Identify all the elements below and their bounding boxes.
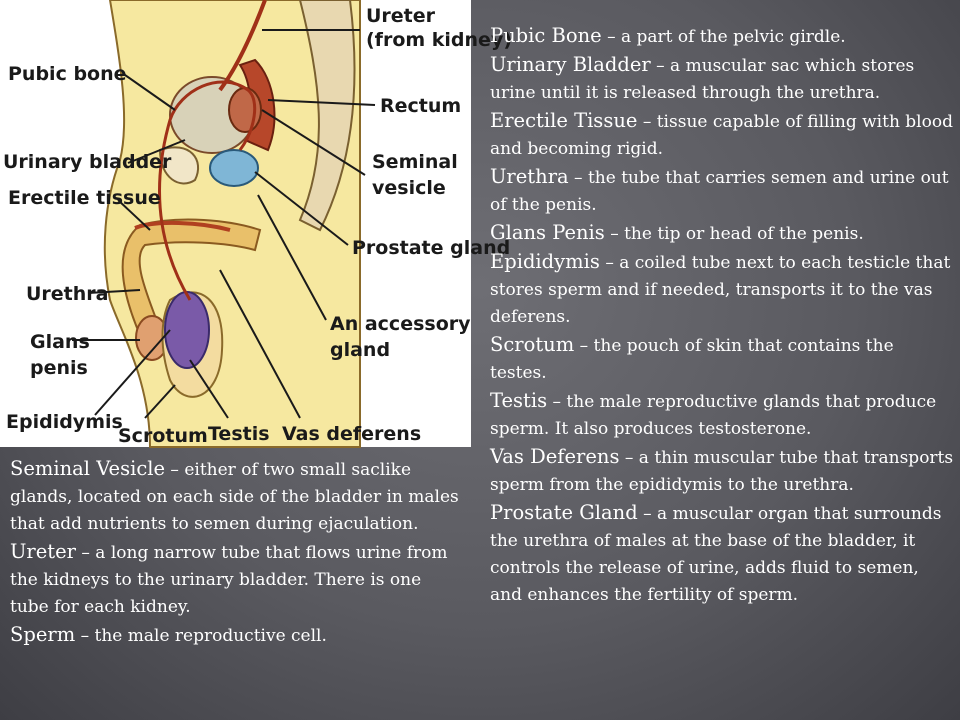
- label-scrotum: Scrotum: [118, 425, 208, 447]
- label-vas-deferens: Vas deferens: [282, 423, 422, 445]
- term: Erectile Tissue: [490, 109, 638, 132]
- definitions-right: [490, 22, 954, 609]
- definition-ureter: [10, 538, 465, 621]
- definition-text: – a part of the pelvic girdle.: [601, 27, 846, 47]
- term: Epididymis: [490, 250, 600, 273]
- label-testis: Testis: [208, 423, 270, 445]
- term: Seminal Vesicle: [10, 457, 166, 480]
- definition-scrotum: [490, 331, 954, 387]
- definition-prostate-gland: [490, 499, 954, 609]
- anatomy-diagram: [0, 0, 513, 447]
- definition-text: – either of two small saclike glands, located on each side of the bladder in males that add nutrients to semen during ejaculation.: [10, 460, 459, 534]
- anatomy-illustration: [0, 0, 513, 447]
- definition-sperm: [10, 621, 465, 650]
- testis-shape: [165, 292, 209, 368]
- definitions-left: [10, 455, 465, 650]
- label-urinary-bladder: Urinary bladder: [3, 151, 172, 173]
- label-prostate-gland: Prostate gland: [352, 237, 511, 259]
- term: Prostate Gland: [490, 501, 638, 524]
- definition-text: – the male reproductive cell.: [75, 626, 327, 646]
- label-rectum: Rectum: [380, 95, 462, 117]
- label-accessory-1: An accessory: [330, 313, 471, 335]
- definition-text: – a coiled tube next to each testicle that stores sperm and if needed, transports it to the vas deferens.: [490, 253, 951, 327]
- label-seminal-1: Seminal: [372, 151, 458, 173]
- definition-vas-deferens: [490, 443, 954, 499]
- definition-urethra: [490, 163, 954, 219]
- definition-epididymis: [490, 248, 954, 331]
- label-seminal-2: vesicle: [372, 177, 446, 199]
- prostate-shape: [210, 150, 258, 186]
- definition-text: – a long narrow tube that flows urine from the kidneys to the urinary bladder. There is one tube for each kidney.: [10, 543, 448, 617]
- definition-text: – a thin muscular tube that transports sperm from the epididymis to the urethra.: [490, 448, 954, 495]
- label-glans-2: penis: [30, 357, 88, 379]
- definition-glans-penis: [490, 219, 954, 248]
- term: Ureter: [10, 540, 76, 563]
- definition-seminal-vesicle: [10, 455, 465, 538]
- label-ureter-1: Ureter: [366, 5, 436, 27]
- label-ureter-2: (from kidney): [366, 29, 513, 51]
- term: Vas Deferens: [490, 445, 620, 468]
- definition-text: – the male reproductive glands that produce sperm. It also produces testosterone.: [490, 392, 937, 439]
- definition-text: – a muscular organ that surrounds the urethra of males at the base of the bladder, it controls the release of urine, adds fluid to semen, and enhances the fertility of sperm.: [490, 504, 942, 605]
- definition-urinary-bladder: [490, 51, 954, 107]
- term: Pubic Bone: [490, 24, 602, 47]
- term: Urinary Bladder: [490, 53, 651, 76]
- definition-text: – tissue capable of filling with blood and becoming rigid.: [490, 112, 953, 159]
- definition-testis: [490, 387, 954, 443]
- definition-text: – the tip or head of the penis.: [604, 224, 864, 244]
- definition-text: – the pouch of skin that contains the testes.: [490, 336, 894, 383]
- term: Scrotum: [490, 333, 575, 356]
- label-pubic-bone: Pubic bone: [8, 63, 127, 85]
- term: Glans Penis: [490, 221, 605, 244]
- definition-text: – the tube that carries semen and urine out of the penis.: [490, 168, 949, 215]
- label-urethra: Urethra: [26, 283, 109, 305]
- label-epididymis: Epididymis: [6, 411, 123, 433]
- definition-erectile-tissue: [490, 107, 954, 163]
- term: Sperm: [10, 623, 76, 646]
- label-glans-1: Glans: [30, 331, 90, 353]
- definition-text: – a muscular sac which stores urine until it is released through the urethra.: [490, 56, 915, 103]
- label-erectile-tissue: Erectile tissue: [8, 187, 161, 209]
- term: Testis: [490, 389, 548, 412]
- definition-pubic-bone: [490, 22, 954, 51]
- term: Urethra: [490, 165, 569, 188]
- label-accessory-2: gland: [330, 339, 391, 361]
